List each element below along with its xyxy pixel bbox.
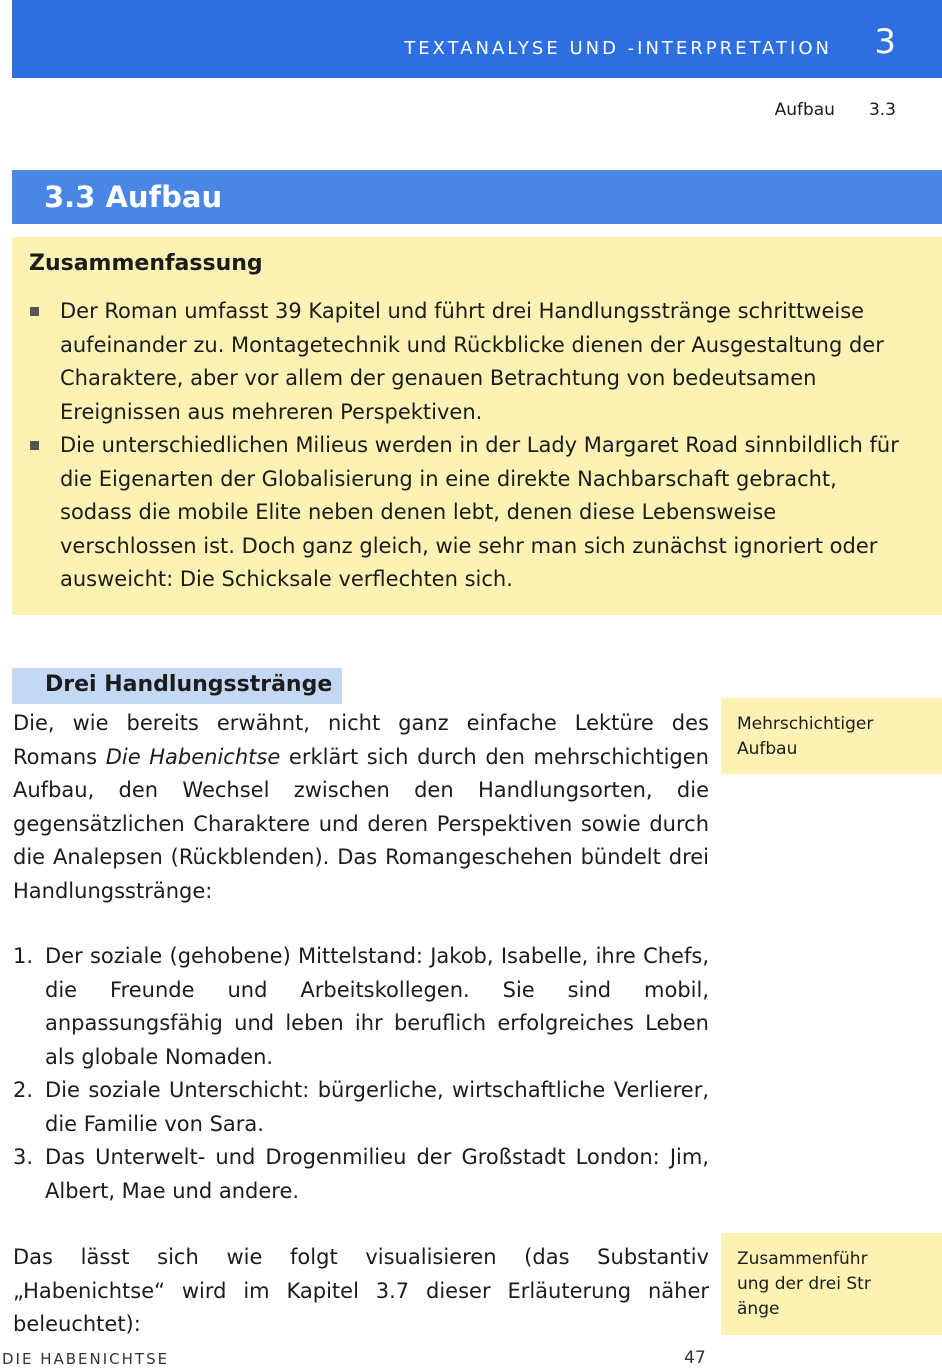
square-bullet-icon <box>30 441 39 450</box>
square-bullet-icon <box>30 307 39 316</box>
running-number: 3.3 <box>868 100 896 120</box>
strands-list <box>13 940 709 1208</box>
chapter-label: TEXTANALYSE UND -INTERPRETATION <box>404 38 832 59</box>
summary-item-text: Die unterschiedlichen Milieus werden in der Lady Margaret Road sinnbildlich für die Eigenarten der Globalisierung in eine direkte Nachbarschaft gebracht, sodass die mobile Elite neben denen lebt, denen diese Lebensweise verschlossen ist. Doch ganz gleich, wie sehr man sich zunächst ignoriert oder ausweicht: Die Schicksale verflechten sich. <box>60 433 899 591</box>
chapter-header-bar <box>12 0 942 78</box>
summary-heading: Zusammenfassung <box>29 251 263 276</box>
running-head <box>775 100 896 120</box>
footer-book-title: DIE HABENICHTSE <box>2 1350 170 1368</box>
summary-box <box>12 237 942 615</box>
strand-item: 2. Die soziale Unterschicht: bürgerliche, wirtschaftliche Verlierer, die Familie von Sara. <box>13 1078 709 1136</box>
section-title: 3.3 Aufbau <box>44 180 223 214</box>
margin-note-merge: Zusammenführung der drei Stränge <box>721 1233 942 1335</box>
running-title: Aufbau <box>774 100 835 120</box>
margin-note-structure: Mehrschichtiger Aufbau <box>721 698 942 774</box>
strand-item: 1. Der soziale (gehobene) Mittelstand: Jakob, Isabelle, ihre Chefs, die Freunde und Arbeitskollegen. Sie sind mobil, anpassungsfähig und leben ihr beruflich erfolgreiches Leben als globale Nomaden. <box>13 944 709 1069</box>
chapter-number: 3 <box>874 22 896 62</box>
subsection-header-bar <box>12 668 342 704</box>
summary-item-text: Der Roman umfasst 39 Kapitel und führt drei Handlungsstränge schrittweise aufeinander zu. Montagetechnik und Rückblicke dienen der Ausgestaltung der Charaktere, aber vor allem der genauen Betrachtung von bedeutsamen Ereignissen aus mehreren Perspektiven. <box>60 299 884 424</box>
summary-item <box>60 295 910 429</box>
strand-item: 3. Das Unterwelt- und Drogenmilieu der Großstadt London: Jim, Albert, Mae und andere. <box>13 1145 709 1203</box>
intro-paragraph: Die, wie bereits erwähnt, nicht ganz einfache Lektüre des Romans Die Habenichtse erklärt sich durch den mehrschichtigen Aufbau, den Wechsel zwischen den Handlungsorten, die gegensätzlichen Charaktere und deren Perspektiven sowie durch die Analepsen (Rückblenden). Das Romangeschehen bündelt drei Handlungsstränge: <box>13 711 709 903</box>
summary-list <box>60 295 910 597</box>
page-number: 47 <box>684 1348 706 1368</box>
section-header-bar <box>12 170 942 224</box>
summary-item <box>60 429 910 597</box>
subsection-title: Drei Handlungsstränge <box>45 672 333 697</box>
closing-paragraph: Das lässt sich wie folgt visualisieren (das Substantiv „Habenichtse“ wird im Kapitel 3.7 dieser Erläuterung näher beleuchtet): <box>13 1245 709 1336</box>
book-title: Die Habenichtse <box>105 744 281 769</box>
